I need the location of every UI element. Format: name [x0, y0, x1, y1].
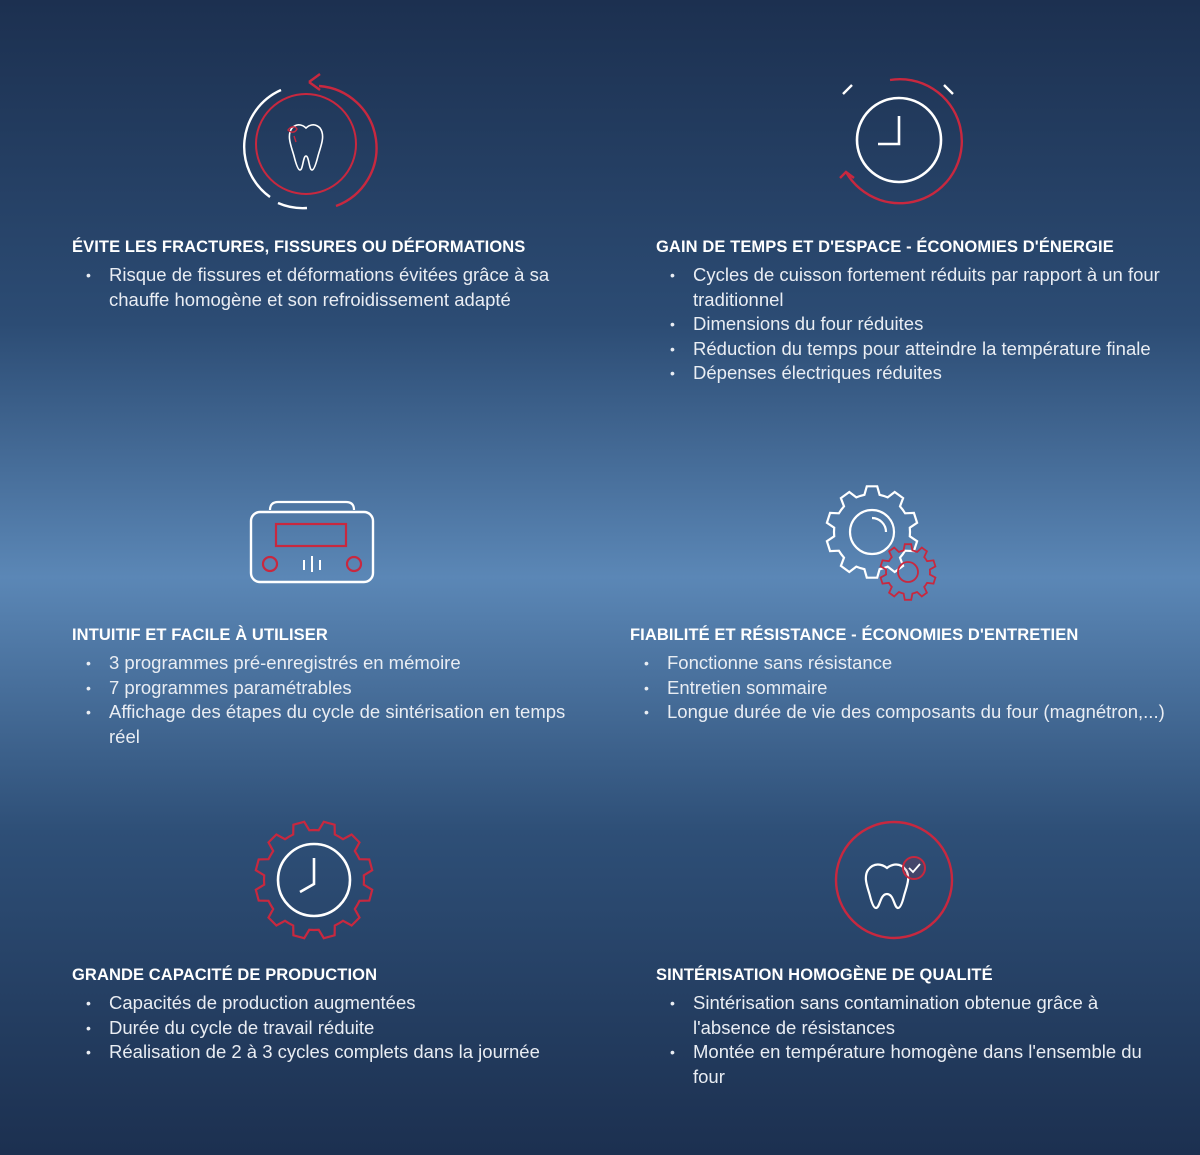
tooth-check-icon: [832, 820, 956, 940]
feature-title: INTUITIF ET FACILE À UTILISER: [72, 626, 328, 644]
list-item-text: Dépenses électriques réduites: [693, 362, 942, 383]
bullet-icon: •: [86, 1044, 91, 1060]
feature-text: [630, 626, 1170, 725]
bullet-icon: •: [86, 679, 91, 696]
gears-icon: [824, 484, 942, 604]
list-item-text: Réalisation de 2 à 3 cycles complets dans la journée: [109, 1041, 540, 1062]
bullet-list: [72, 991, 572, 1065]
list-item: [656, 263, 1166, 312]
bullet-icon: •: [644, 679, 649, 696]
bullet-icon: •: [86, 995, 91, 1011]
list-item-text: Entretien sommaire: [667, 676, 828, 698]
list-item: [72, 676, 572, 701]
list-item: [656, 1040, 1166, 1089]
feature-text: [656, 238, 1166, 386]
bullet-list: [630, 651, 1170, 725]
list-item-text: Sintérisation sans contamination obtenue grâce à l'absence de résistances: [693, 992, 1099, 1038]
bullet-icon: •: [670, 316, 675, 332]
feature-title: FIABILITÉ ET RÉSISTANCE - ÉCONOMIES D'ENTRETIEN: [630, 626, 1079, 644]
feature-text: [72, 238, 572, 312]
list-item-text: Risque de fissures et déformations évitées grâce à sa chauffe homogène et son refroidissement adapté: [109, 264, 550, 310]
list-item-text: Capacités de production augmentées: [109, 992, 416, 1013]
bullet-list: [72, 263, 572, 312]
bullet-icon: •: [670, 365, 675, 381]
feature-text: [656, 966, 1166, 1089]
list-item: [656, 361, 1166, 386]
bullet-icon: •: [670, 1044, 675, 1060]
list-item-text: Fonctionne sans résistance: [667, 652, 893, 673]
bullet-list: [656, 263, 1166, 386]
list-item: [630, 651, 1170, 676]
feature-title: GRANDE CAPACITÉ DE PRODUCTION: [72, 966, 378, 984]
list-item-text: Durée du cycle de travail réduite: [109, 1016, 375, 1038]
bullet-list: [72, 651, 572, 749]
bullet-icon: •: [644, 704, 649, 720]
bullet-icon: •: [644, 655, 649, 671]
bullet-icon: •: [670, 267, 675, 283]
feature-text: [72, 966, 572, 1065]
feature-title: GAIN DE TEMPS ET D'ESPACE - ÉCONOMIES D'ÉNERGIE: [656, 238, 1114, 256]
list-item-text: Longue durée de vie des composants du four (magnétron,...): [667, 701, 1165, 722]
tooth-cycle-icon: [236, 66, 378, 214]
feature-title: SINTÉRISATION HOMOGÈNE DE QUALITÉ: [656, 966, 993, 984]
feature-title: ÉVITE LES FRACTURES, FISSURES OU DÉFORMATIONS: [72, 238, 526, 256]
list-item: [72, 1016, 572, 1041]
alarm-clock-icon: [832, 80, 966, 190]
bullet-list: [656, 991, 1166, 1089]
bullet-icon: •: [670, 995, 675, 1011]
list-item: [656, 991, 1166, 1040]
list-item-text: Montée en température homogène dans l'ensemble du four: [693, 1041, 1142, 1087]
bullet-icon: •: [86, 1019, 91, 1036]
list-item: [656, 337, 1166, 362]
oven-control-panel-icon: [248, 500, 376, 586]
list-item: [630, 700, 1170, 725]
bullet-icon: •: [670, 340, 675, 357]
list-item: [72, 263, 572, 312]
list-item-text: Réduction du temps pour atteindre la température finale: [693, 337, 1151, 359]
list-item-text: Affichage des étapes du cycle de sintérisation en temps réel: [109, 701, 566, 747]
list-item: [72, 651, 572, 676]
list-item: [72, 700, 572, 749]
list-item: [630, 676, 1170, 701]
list-item-text: 7 programmes paramétrables: [109, 676, 352, 698]
list-item-text: 3 programmes pré-enregistrés en mémoire: [109, 652, 461, 673]
bullet-icon: •: [86, 267, 91, 283]
gear-clock-icon: [252, 820, 376, 940]
bullet-icon: •: [86, 655, 91, 671]
list-item: [72, 1040, 572, 1065]
list-item: [656, 312, 1166, 337]
feature-text: [72, 626, 572, 749]
bullet-icon: •: [86, 704, 91, 720]
list-item-text: Cycles de cuisson fortement réduits par rapport à un four traditionnel: [693, 264, 1160, 310]
list-item: [72, 991, 572, 1016]
list-item-text: Dimensions du four réduites: [693, 313, 924, 334]
